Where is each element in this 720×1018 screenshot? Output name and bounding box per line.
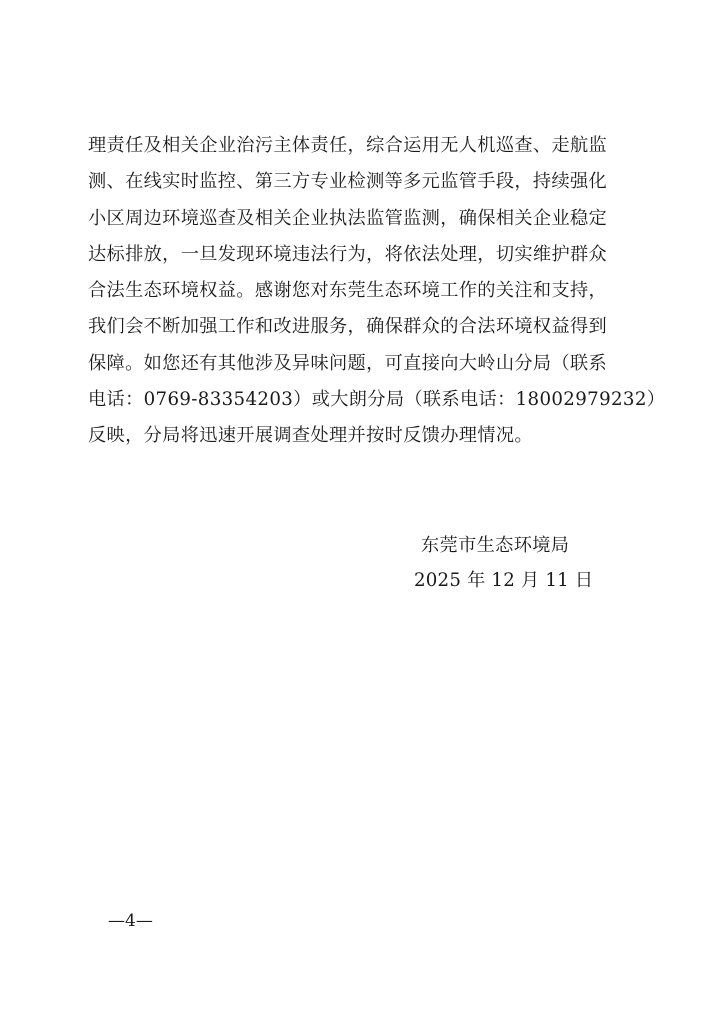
body-line-4: 达标排放，一旦发现环境违法行为，将依法处理，切实维护群众 — [88, 243, 608, 265]
body-paragraph — [88, 128, 666, 455]
body-line-8: 电话：0769-83354203）或大朗分局（联系电话：18002979232） — [88, 389, 666, 411]
page-number: —4— — [108, 911, 153, 931]
body-line-6: 我们会不断加强工作和改进服务，确保群众的合法环境权益得到 — [88, 316, 608, 338]
body-line-1: 理责任及相关企业治污主体责任，综合运用无人机巡查、走航监 — [88, 135, 608, 156]
body-line-3: 小区周边环境巡查及相关企业执法监管监测，确保相关企业稳定 — [88, 207, 608, 229]
signature-organization: 东莞市生态环境局 — [421, 535, 570, 556]
body-line-9: 反映，分局将迅速开展调查处理并按时反馈办理情况。 — [88, 425, 533, 447]
body-line-7: 保障。如您还有其他涉及异味问题，可直接向大岭山分局（联系 — [88, 352, 608, 374]
body-line-2: 测、在线实时监控、第三方专业检测等多元监管手段，持续强化 — [88, 171, 608, 193]
signature-date: 2025 年 12 月 11 日 — [414, 570, 594, 591]
body-line-5: 合法生态环境权益。感谢您对东莞生态环境工作的关注和支持， — [88, 280, 608, 302]
